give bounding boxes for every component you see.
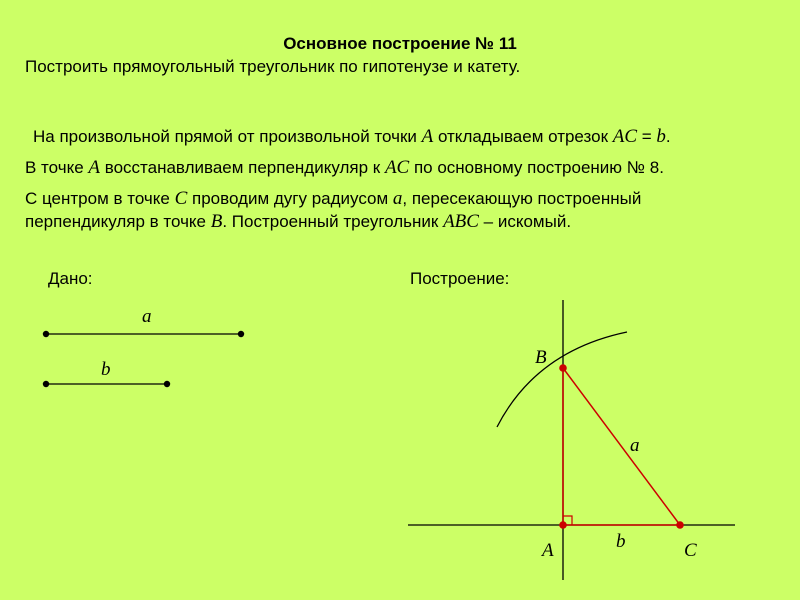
given-label: Дано:: [48, 269, 93, 288]
point-B: [559, 364, 567, 372]
segment-a-label: a: [142, 306, 152, 327]
step-1-part: откладываем отрезок: [433, 127, 613, 146]
segment-b-endpoint: [164, 381, 170, 387]
var-b: b: [656, 126, 666, 147]
var-AC: AC: [384, 157, 410, 178]
step-2-part: по основному построению № 8.: [409, 158, 664, 177]
segment-a-endpoint: [43, 331, 49, 337]
step-1-part: =: [637, 127, 657, 146]
step-3-part: перпендикуляр в точке: [25, 212, 211, 231]
var-AC: AC: [612, 126, 638, 147]
var-C: C: [174, 188, 188, 209]
task-statement: Построить прямоугольный треугольник по гипотенузе и катету.: [25, 57, 521, 76]
step-3-part: проводим дугу радиусом: [187, 189, 393, 208]
point-A-label: A: [542, 540, 554, 561]
step-1-part: На произвольной прямой от произвольной точки: [33, 127, 422, 146]
construction-label: Построение:: [410, 269, 510, 288]
step-3-part: . Построенный треугольник: [222, 212, 444, 231]
var-a: a: [392, 188, 403, 209]
segment-a-endpoint: [238, 331, 244, 337]
step-3-part: , пересекающую построенный: [402, 189, 642, 208]
side-a-label: a: [630, 435, 640, 456]
arc: [497, 332, 627, 427]
step-2-part: В точке: [25, 158, 89, 177]
side-b-label: b: [616, 531, 626, 552]
step-3-part: – искомый.: [478, 212, 572, 231]
segment-b-label: b: [101, 359, 111, 380]
var-B: B: [210, 211, 223, 232]
var-A: A: [421, 126, 434, 147]
point-A: [559, 521, 567, 529]
point-C: [676, 521, 684, 529]
var-ABC: ABC: [443, 211, 479, 232]
page-title: Основное построение № 11: [283, 34, 517, 53]
step-2-part: восстанавливаем перпендикуляр к: [100, 158, 385, 177]
side-BC-hypotenuse: [563, 368, 680, 525]
point-B-label: B: [535, 347, 547, 368]
var-A: A: [88, 157, 101, 178]
step-1-part: .: [665, 127, 671, 146]
step-3-part: С центром в точке: [25, 189, 175, 208]
point-C-label: C: [684, 540, 697, 561]
segment-b-endpoint: [43, 381, 49, 387]
